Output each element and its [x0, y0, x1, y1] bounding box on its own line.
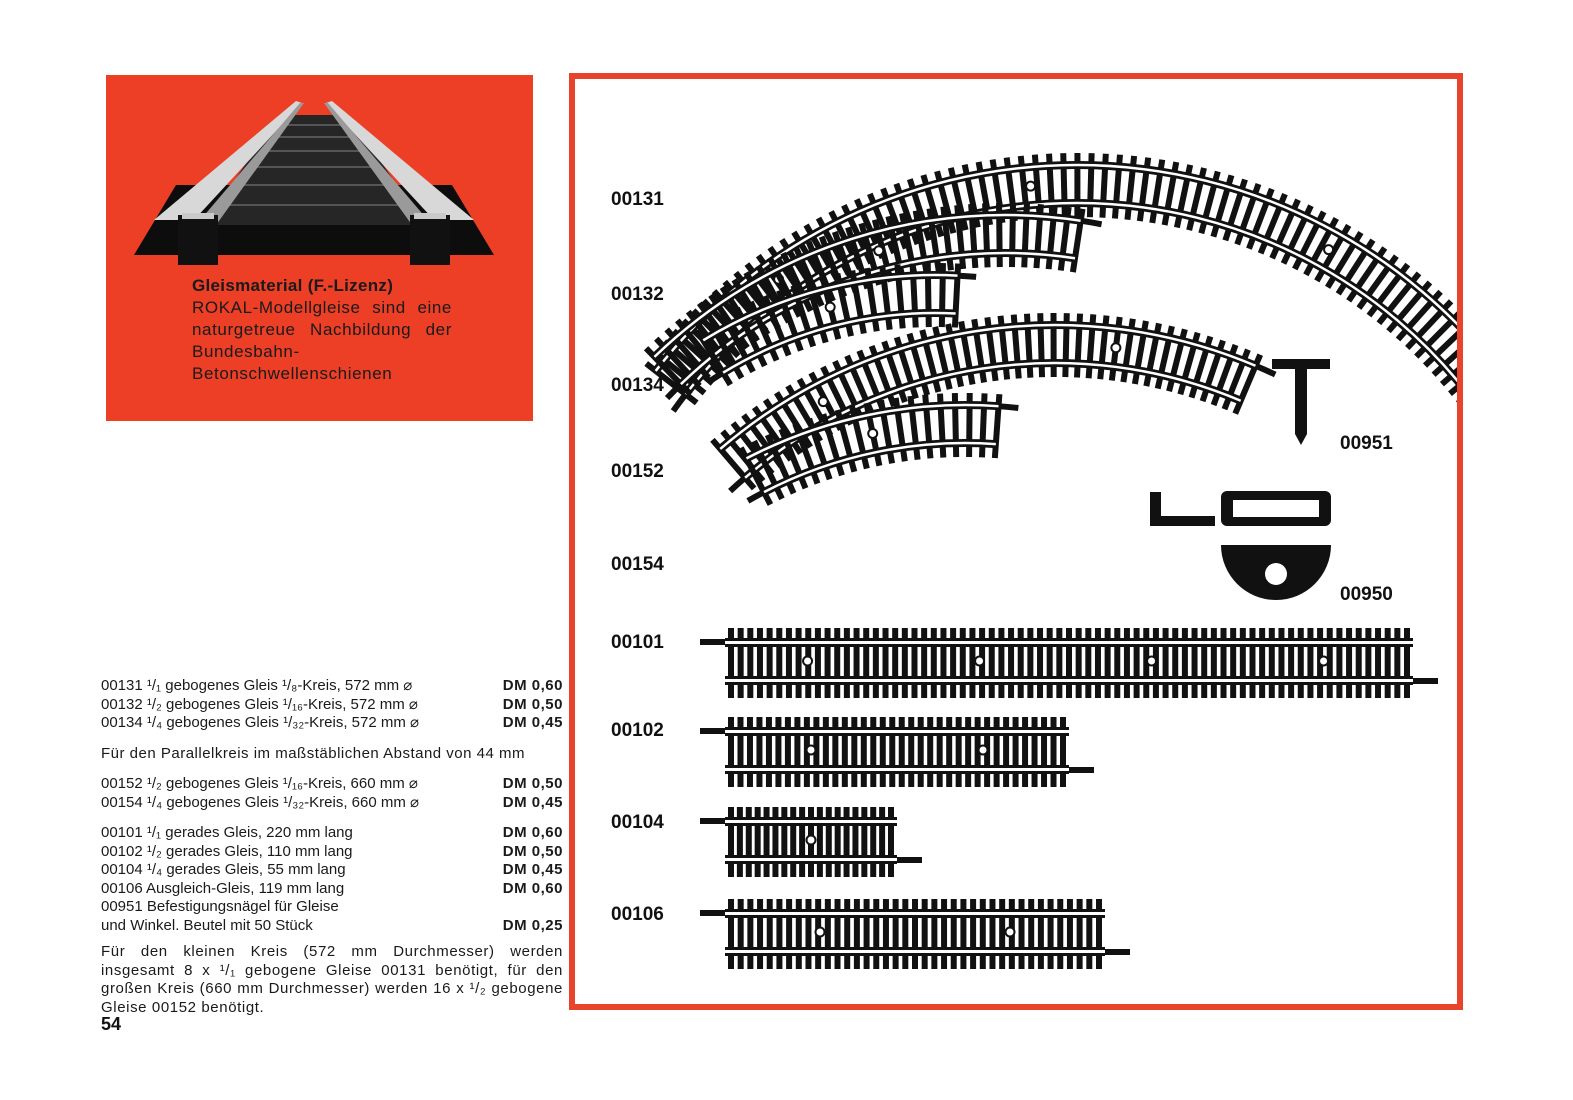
bracket-00950: [1150, 491, 1331, 600]
intro-text: [192, 275, 452, 385]
label-00104: 00104: [611, 812, 664, 833]
circle-note: Für den kleinen Kreis (572 mm Durchmesser) werden insgesamt 8 x ¹/₁ gebogene Gleise 00131 benötigt, für den großen Kreis (660 mm Durchmesser) werden 16 x ¹/₂ gebogene Gleise 00152 benötigt.: [101, 943, 563, 1016]
label-00134: 00134: [611, 375, 664, 396]
label-00131: 00131: [611, 189, 664, 210]
price-row: 00951 Befestigungsnägel für Gleise: [101, 898, 339, 915]
intro-box: [106, 75, 533, 421]
intro-body: ROKAL-Modellgleise sind eine naturgetreue Nachbildung der Bundesbahn-Betonschwellenschienen: [192, 298, 452, 383]
label-00951: 00951: [1340, 433, 1393, 454]
price-row: 00132 ¹/₂ gebogenes Gleis ¹/₁₆-Kreis, 572 mm ⌀ DM 0,50: [101, 695, 563, 713]
label-00132: 00132: [611, 284, 664, 305]
price-row: und Winkel. Beutel mit 50 Stück DM 0,25: [101, 916, 563, 934]
price-row: 00104 ¹/₄ gerades Gleis, 55 mm lang DM 0,45: [101, 861, 563, 878]
page-number: 54: [101, 1014, 122, 1034]
price-row: 00154 ¹/₄ gebogenes Gleis ¹/₃₂-Kreis, 660 mm ⌀ DM 0,45: [101, 793, 563, 811]
label-00950: 00950: [1340, 584, 1393, 605]
nail-00951: [1272, 359, 1330, 445]
price-row: 00106 Ausgleich-Gleis, 119 mm lang DM 0,60: [101, 879, 563, 897]
track-00102: [700, 717, 1094, 787]
price-row: 00101 ¹/₁ gerades Gleis, 220 mm lang DM 0,60: [101, 824, 563, 841]
intro-title: Gleismaterial (F.-Lizenz): [192, 276, 394, 295]
label-00154: 00154: [611, 554, 664, 575]
parallel-note: Für den Parallelkreis im maßstäblichen Abstand von 44 mm: [101, 744, 526, 762]
label-00102: 00102: [611, 720, 664, 741]
label-00101: 00101: [611, 632, 664, 653]
price-row: 00102 ¹/₂ gerades Gleis, 110 mm lang DM 0,50: [101, 842, 563, 860]
label-00106: 00106: [611, 904, 664, 925]
track-diagram-canvas: [575, 79, 1457, 1004]
label-00152: 00152: [611, 461, 664, 482]
track-diagram: [569, 73, 1463, 1010]
track-00104: [700, 807, 922, 877]
price-row: 00152 ¹/₂ gebogenes Gleis ¹/₁₆-Kreis, 660 mm ⌀ DM 0,50: [101, 775, 563, 792]
track-photo: [134, 95, 494, 265]
track-00106: [700, 899, 1130, 969]
price-row: 00134 ¹/₄ gebogenes Gleis ¹/₃₂-Kreis, 572 mm ⌀ DM 0,45: [101, 714, 563, 731]
price-row: 00131 ¹/₁ gebogenes Gleis ¹/₈-Kreis, 572 mm ⌀ DM 0,60: [101, 677, 563, 694]
track-00101: [700, 628, 1438, 698]
price-list: [101, 677, 563, 1017]
